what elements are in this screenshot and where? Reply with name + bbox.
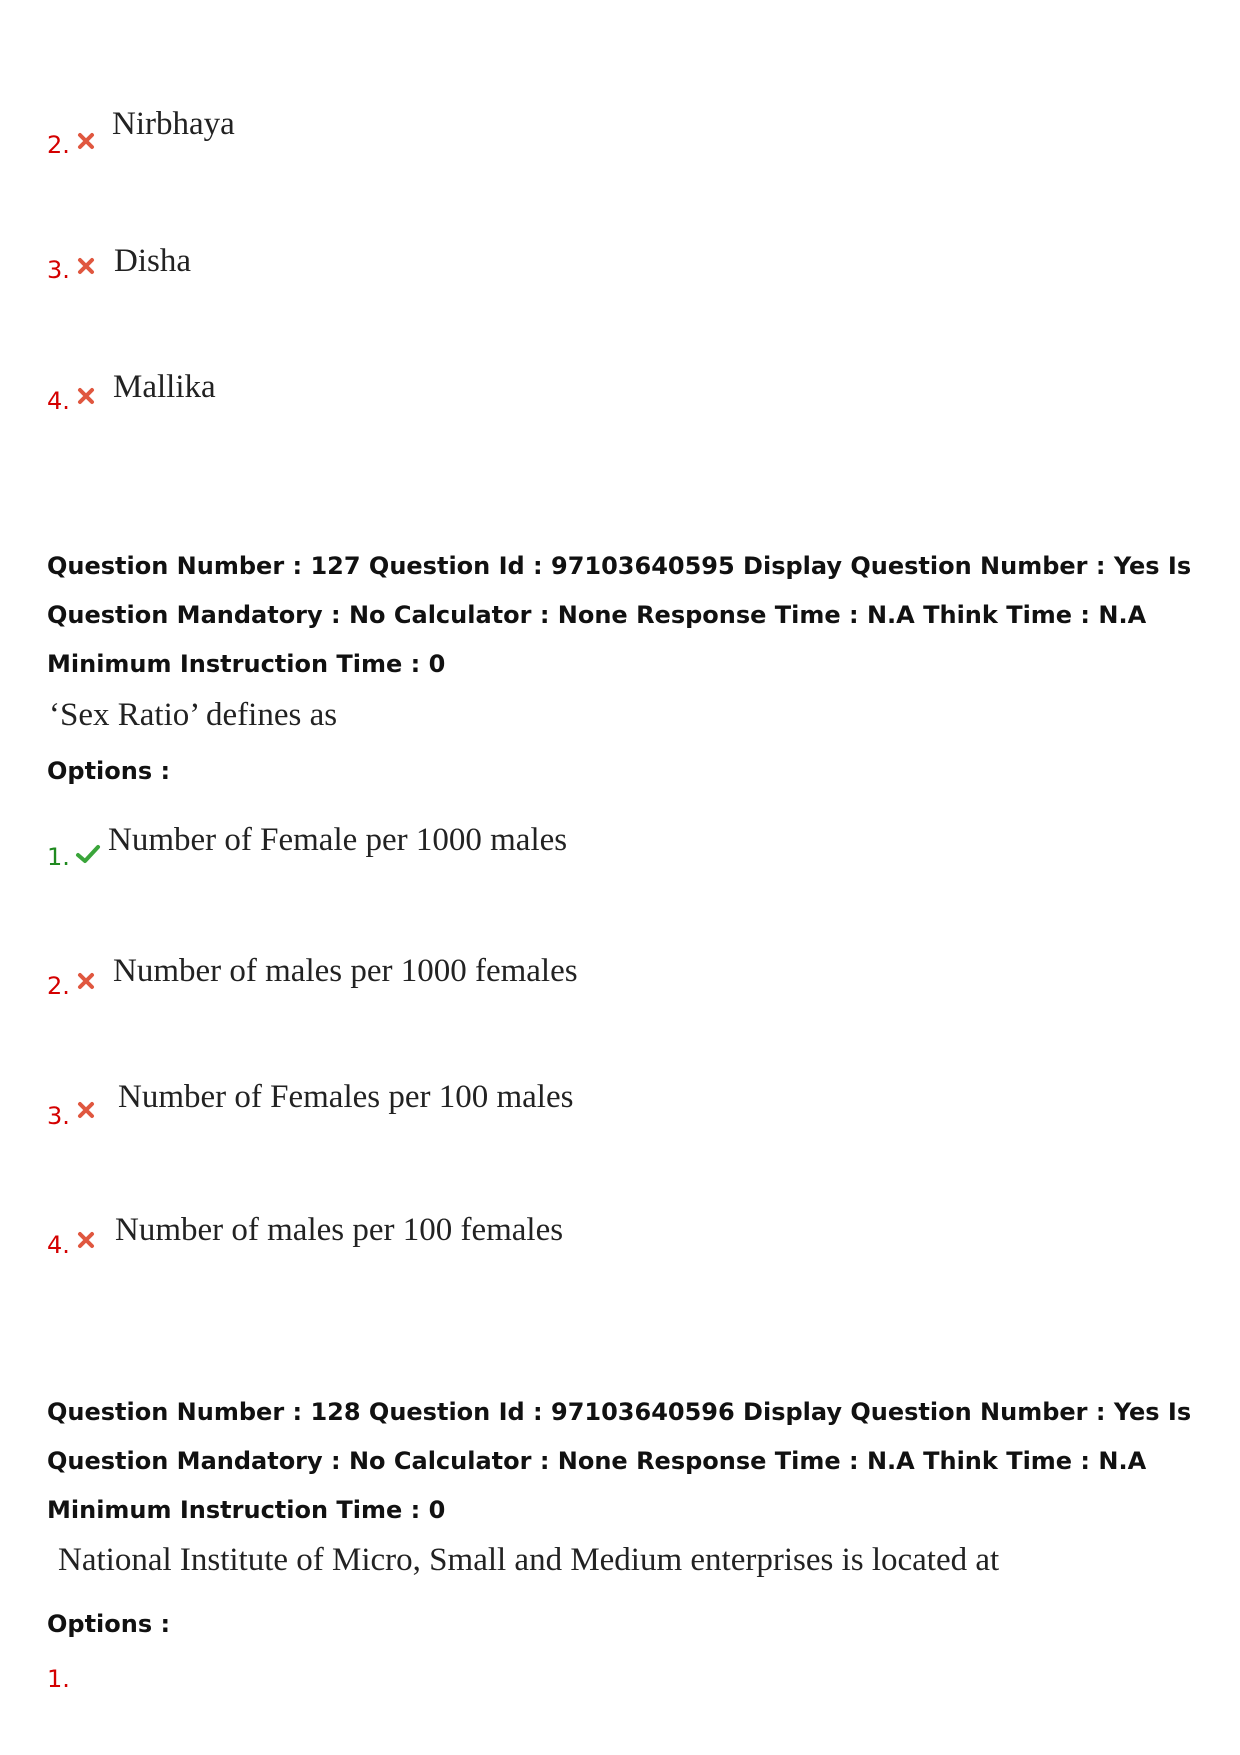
cross-icon (76, 386, 96, 406)
option-number: 1. (47, 843, 70, 871)
option-number: 3. (47, 1102, 70, 1130)
option-number: 4. (47, 387, 70, 415)
option-number: 4. (47, 1231, 70, 1259)
option-text: Disha (114, 243, 191, 279)
option-text: Mallika (113, 369, 216, 405)
cross-icon (76, 131, 96, 151)
cross-icon (76, 971, 96, 991)
option-text: Number of Female per 1000 males (108, 822, 568, 858)
cross-icon (76, 256, 96, 276)
options-label: Options : (47, 757, 171, 785)
option-text: Number of Females per 100 males (118, 1079, 574, 1115)
question-meta: Question Number : 128 Question Id : 97103640596 Display Question Number : Yes Is Question Mandatory : No Calculator : None Response Time : N.A Think Time : N.A Minimum Instruction Time : 0 (47, 1398, 1192, 1524)
option-text: Number of males per 1000 females (113, 953, 578, 989)
option-text: Nirbhaya (112, 106, 235, 142)
option-number: 2. (47, 131, 70, 159)
option-number: 3. (47, 256, 70, 284)
check-icon (75, 843, 101, 865)
option-number: 2. (47, 972, 70, 1000)
question-meta: Question Number : 127 Question Id : 97103640595 Display Question Number : Yes Is Question Mandatory : No Calculator : None Response Time : N.A Think Time : N.A Minimum Instruction Time : 0 (47, 552, 1192, 678)
question-text: ‘Sex Ratio’ defines as (49, 697, 338, 733)
options-label: Options : (47, 1610, 171, 1638)
cross-icon (76, 1100, 96, 1120)
option-number: 1. (47, 1665, 70, 1693)
cross-icon (76, 1230, 96, 1250)
question-text: National Institute of Micro, Small and Medium enterprises is located at (58, 1542, 1000, 1578)
option-text: Number of males per 100 females (115, 1212, 564, 1248)
